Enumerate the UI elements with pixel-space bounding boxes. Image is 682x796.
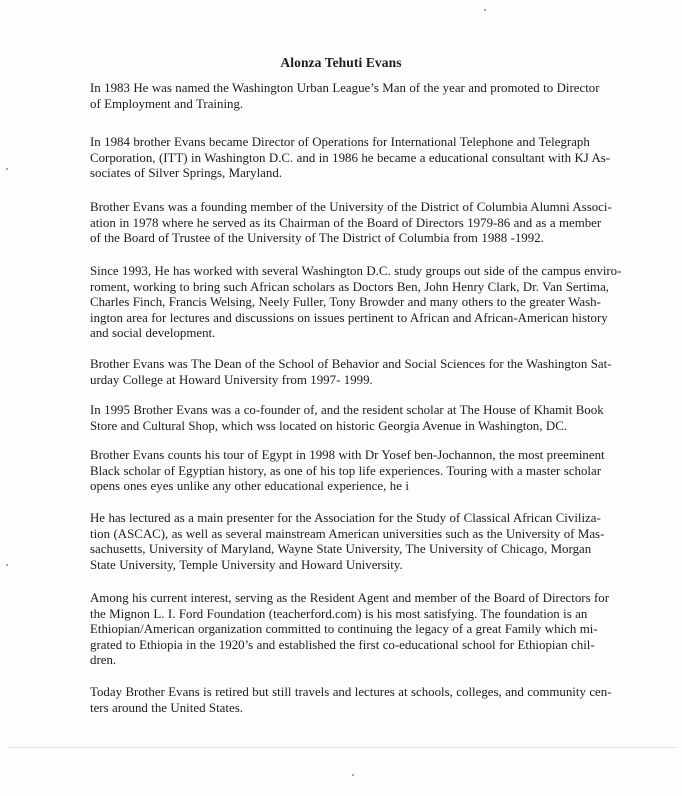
paragraph-1984-itt: [90, 135, 630, 182]
text-line: Charles Finch, Francis Welsing, Neely Fuller, Tony Browder and many others to the greater Wash-: [90, 295, 601, 309]
text-line: dren.: [90, 653, 117, 667]
text-line: Black scholar of Egyptian history, as one of his top life experiences. Touring with a master scholar: [90, 463, 601, 478]
text-line: Brother Evans was The Dean of the School of Behavior and Social Sciences for the Washington Sat-: [90, 357, 612, 371]
text-line: In 1995 Brother Evans was a co-founder of, and the resident scholar at The House of Khamit Book: [90, 403, 604, 417]
text-line: Brother Evans counts his tour of Egypt in 1998 with Dr Yosef ben-Jochannon, the most preeminent: [90, 448, 605, 462]
text-line: sachusetts, University of Maryland, Wayne State University, The University of Chicago, Morgan: [90, 542, 592, 556]
paragraph-retirement: [90, 685, 630, 716]
text-line: Corporation, (ITT) in Washington D.C. and in 1986 he became a educational consultant with KJ As-: [90, 150, 611, 165]
text-line: ation in 1978 where he served as its Chairman of the Board of Directors 1979-86 and as a member: [90, 215, 602, 230]
text-line: Ethiopian/American organization committed to continuing the legacy of a great Family which mi-: [90, 622, 598, 636]
text-line: In 1984 brother Evans became Director of Operations for International Telephone and Telegraph: [90, 135, 590, 149]
scan-speck: [352, 774, 354, 776]
paragraph-1983-urban-league: [90, 81, 630, 112]
paragraph-ascac-lectures: [90, 511, 630, 573]
text-line: ington area for lectures and discussions on issues pertinent to African and African-American history: [90, 310, 608, 325]
paragraph-house-of-khamit: [90, 403, 630, 434]
paragraph-study-groups: [90, 264, 630, 342]
text-line: Store and Cultural Shop, which wss located on historic Georgia Avenue in Washington, DC.: [90, 418, 568, 433]
text-line: urday College at Howard University from 1997- 1999.: [90, 372, 373, 387]
paragraph-udc-alumni: [90, 200, 630, 247]
text-line: of Employment and Training.: [90, 96, 244, 111]
text-line: Since 1993, He has worked with several Washington D.C. study groups out side of the campus enviro-: [90, 264, 622, 278]
scan-speck: [6, 564, 8, 566]
text-line: He has lectured as a main presenter for the Association for the Study of Classical African Civiliza-: [90, 511, 601, 525]
text-line: grated to Ethiopia in the 1920’s and established the first co-educational school for Ethiopian chil-: [90, 637, 595, 652]
text-line: In 1983 He was named the Washington Urban League’s Man of the year and promoted to Director: [90, 81, 600, 95]
text-line: roment, working to bring such African scholars as Doctors Ben, John Henry Clark, Dr. Van Sertima,: [90, 279, 610, 294]
paragraph-saturday-college: [90, 357, 630, 388]
text-line: Today Brother Evans is retired but still travels and lectures at schools, colleges, and community cen-: [90, 685, 612, 699]
text-line: of the Board of Trustee of the University of The District of Columbia from 1988 -1992.: [90, 231, 544, 245]
scan-speck: [6, 168, 8, 170]
scan-speck: [484, 9, 486, 11]
scan-edge-divider: [8, 747, 676, 748]
paragraph-ford-foundation: [90, 591, 630, 669]
text-line: the Mignon L. I. Ford Foundation (teacherford.com) is his most satisfying. The foundation is an: [90, 606, 588, 621]
text-line: and social development.: [90, 326, 216, 340]
paragraph-egypt-tour: [90, 448, 630, 495]
text-line: Among his current interest, serving as the Resident Agent and member of the Board of Directors for: [90, 591, 610, 605]
text-line: State University, Temple University and Howard University.: [90, 557, 403, 572]
text-line: sociates of Silver Springs, Maryland.: [90, 166, 282, 180]
text-line: opens ones eyes unlike any other educational experience, he i: [90, 479, 409, 493]
text-line: tion (ASCAC), as well as several mainstream American universities such as the University of Mas-: [90, 526, 605, 541]
text-line: Brother Evans was a founding member of the University of the District of Columbia Alumni Associ-: [90, 200, 612, 214]
text-line: ters around the United States.: [90, 700, 243, 715]
document-title: Alonza Tehuti Evans: [280, 55, 402, 70]
